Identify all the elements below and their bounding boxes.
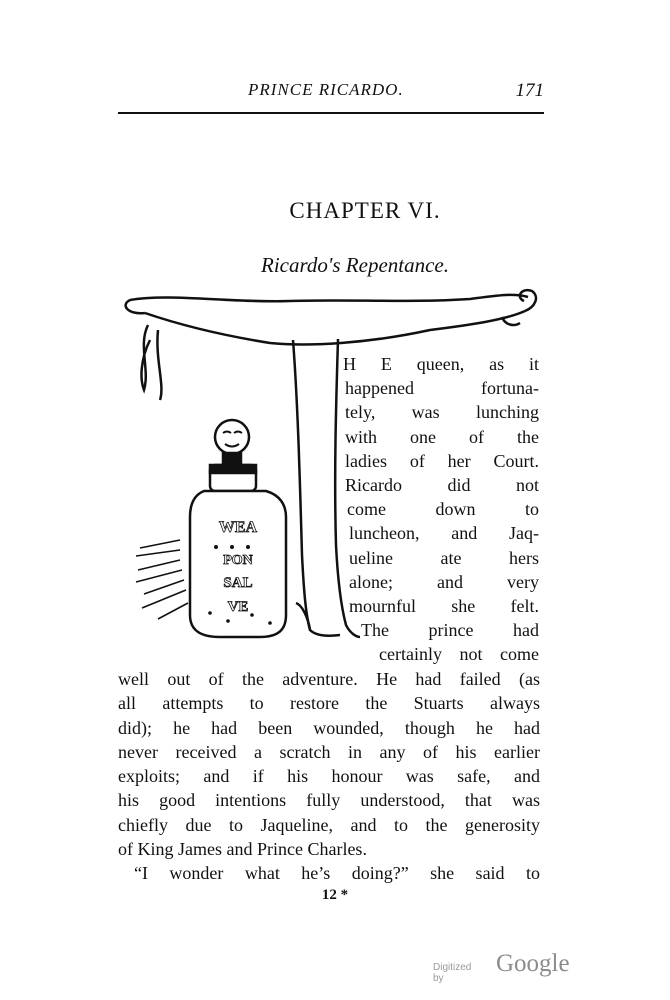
text-line: well out of the adventure. He had failed (as bbox=[118, 669, 540, 689]
chapter-subtitle bbox=[0, 253, 670, 278]
header-rule bbox=[118, 112, 544, 114]
text-line: luncheon, and Jaq- bbox=[349, 523, 539, 544]
weapon-salve-bottle bbox=[136, 420, 286, 637]
text-line: did); he had been wounded, though he had bbox=[118, 717, 540, 738]
body-paragraph-lines bbox=[118, 667, 540, 886]
signature-mark: 12 * bbox=[321, 887, 349, 903]
text-line: The prince had bbox=[361, 620, 539, 641]
bottle-label-line-1: WEA bbox=[218, 519, 258, 536]
text-line: happened fortuna- bbox=[345, 378, 539, 399]
text-line: ueline ate hers bbox=[349, 547, 539, 568]
text-line: ladies of her Court. bbox=[345, 450, 539, 471]
bottle-label-line-4: VE bbox=[227, 599, 249, 615]
bottle-label-line-2: PON bbox=[223, 553, 253, 568]
text-line: with one of the bbox=[345, 426, 539, 447]
chapter-heading bbox=[0, 198, 670, 224]
text-line: tely, was lunching bbox=[345, 402, 539, 423]
page-number: 171 bbox=[515, 80, 544, 101]
text-line: H E queen, as it bbox=[343, 354, 539, 374]
text-line: his good intentions fully understood, that was bbox=[118, 790, 540, 811]
text-line: alone; and very bbox=[349, 571, 539, 592]
text-line: mournful she felt. bbox=[349, 595, 539, 616]
text-line: exploits; and if his honour was safe, and bbox=[118, 766, 540, 787]
text-line: come down to bbox=[347, 499, 539, 520]
google-logo: Google bbox=[496, 950, 570, 977]
text-line: never received a scratch in any of his earlier bbox=[118, 741, 540, 762]
running-head bbox=[118, 80, 544, 104]
text-line: chiefly due to Jaqueline, and to the generosity bbox=[118, 814, 540, 835]
text-line: Ricardo did not bbox=[345, 474, 539, 495]
drop-cap-paragraph-lines bbox=[341, 352, 539, 666]
chapter-subtitle-text: Ricardo's Repentance. bbox=[261, 253, 449, 277]
bottle-label-line-3: SAL bbox=[223, 575, 253, 591]
running-title: PRINCE RICARDO. bbox=[248, 80, 404, 99]
text-line: “I wonder what he’s doing?” she said to bbox=[134, 863, 540, 884]
text-line: of King James and Prince Charles. bbox=[118, 839, 367, 860]
watermark-prefix: Digitized by bbox=[433, 962, 472, 984]
text-line: certainly not come bbox=[379, 644, 539, 665]
chapter-heading-text: CHAPTER VI. bbox=[289, 198, 441, 223]
text-line: all attempts to restore the Stuarts always bbox=[118, 693, 540, 714]
